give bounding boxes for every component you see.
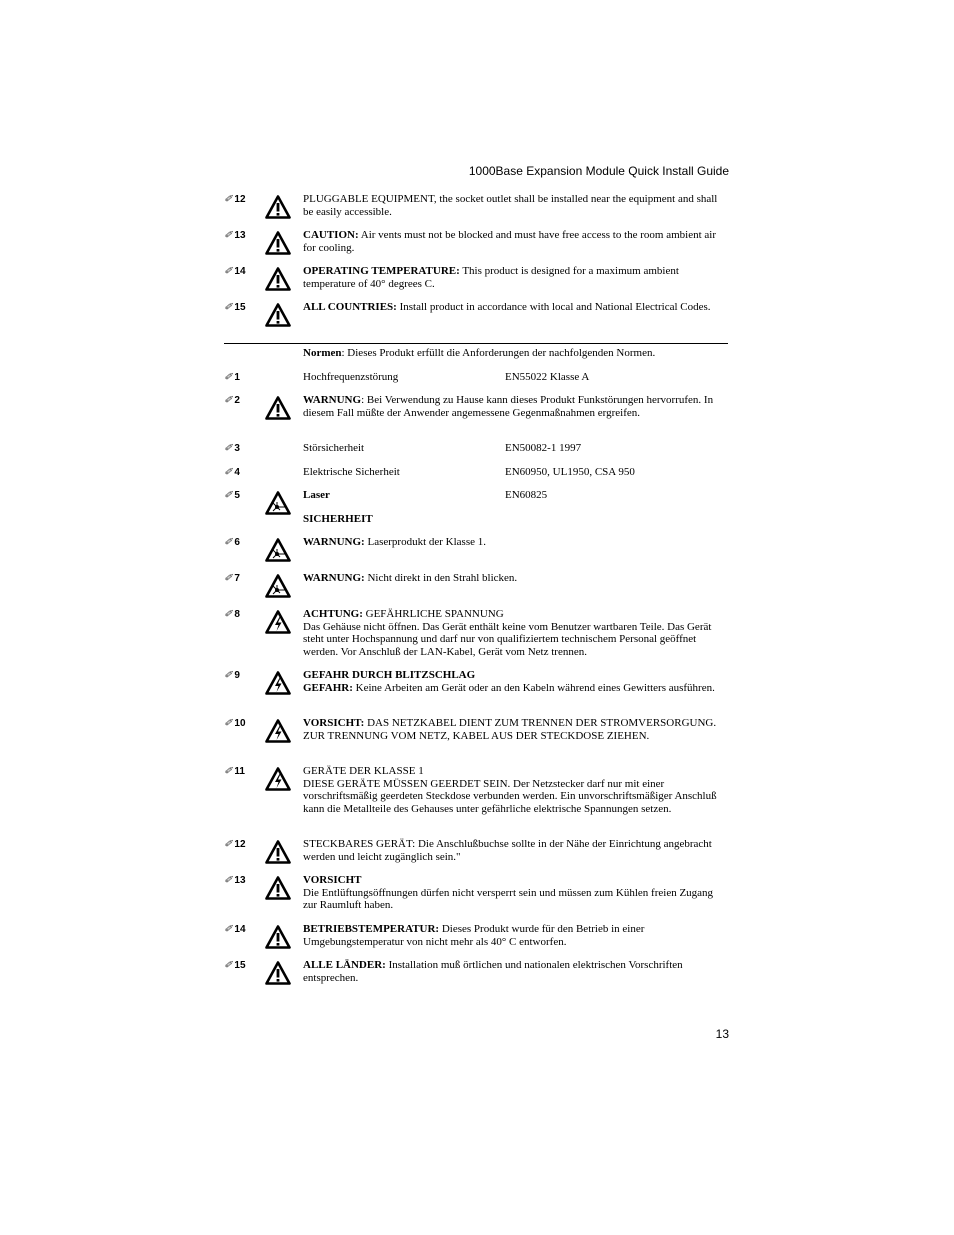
item-number: 7 [234, 573, 240, 584]
pencil-icon: ✐ [224, 573, 233, 584]
item-bold-label: GEFAHR DURCH BLITZSCHLAG GEFAHR: [303, 669, 476, 694]
item-bold-label: OPERATING TEMPERATURE: [303, 265, 460, 277]
item-standard: EN60950, UL1950, CSA 950 [505, 466, 635, 478]
item-body: PLUGGABLE EQUIPMENT, the socket outlet shall be installed near the equipment and shall be easily accessible. [303, 193, 718, 218]
pencil-icon: ✐ [224, 670, 233, 681]
section-divider [224, 343, 728, 344]
item-text [303, 765, 729, 815]
item-text [303, 717, 729, 742]
item-marker [224, 875, 258, 886]
item-marker [224, 302, 258, 313]
item-text [303, 838, 729, 863]
item-body: Air vents must not be blocked and must have free access to the room ambient air for cooling. [303, 229, 717, 254]
item-text [303, 923, 729, 948]
item-marker [224, 960, 258, 971]
item-text [303, 394, 729, 419]
item-bold-label: BETRIEBSTEMPERATUR: [303, 923, 440, 935]
item-bold-label: WARNUNG: [303, 536, 365, 548]
pencil-icon: ✐ [224, 766, 233, 777]
item-marker [224, 670, 258, 681]
pencil-icon: ✐ [224, 230, 233, 241]
pencil-icon: ✐ [224, 875, 233, 886]
item-text [303, 959, 729, 984]
pencil-icon: ✐ [224, 372, 233, 383]
item-text [303, 669, 729, 694]
item-number: 2 [234, 395, 240, 406]
pencil-icon: ✐ [224, 194, 233, 205]
item-bold-label: ACHTUNG: [303, 608, 363, 620]
item-bold-label: VORSICHT [303, 874, 362, 886]
item-number: 15 [234, 302, 246, 313]
item-bold-label: ALLE LÄNDER: [303, 959, 386, 971]
item-standard: EN50082-1 1997 [505, 442, 582, 454]
pencil-icon: ✐ [224, 839, 233, 850]
item-body: Laserprodukt der Klasse 1. [364, 536, 487, 548]
pencil-icon: ✐ [224, 395, 233, 406]
item-text [303, 608, 729, 658]
warning-icon [265, 303, 291, 327]
item-number: 10 [234, 718, 246, 729]
item-number: 13 [234, 875, 246, 886]
item-marker [224, 230, 258, 241]
item-body: Die Entlüftungsöffnungen dürfen nicht versperrt sein und müssen zum Kühlen freien Zugang zur Raumluft haben. [303, 886, 714, 911]
item-number: 3 [234, 443, 240, 454]
item-body: Nicht direkt in den Strahl blicken. [364, 572, 518, 584]
item-body: Installation muß örtlichen und nationalen elektrischen Vorschriften entsprechen. [303, 959, 683, 984]
normen-text: : Dieses Produkt erfüllt die Anforderungen der nachfolgenden Normen. [341, 347, 656, 359]
pencil-icon: ✐ [224, 960, 233, 971]
item-marker [224, 266, 258, 277]
item-body: Dieses Produkt wurde für den Betrieb in einer Umgebungstemperatur von nicht mehr als 40° C entworfen. [303, 923, 645, 948]
item-body: Keine Arbeiten am Gerät oder an den Kabeln während eines Gewitters ausführen. [352, 681, 715, 694]
item-number: 1 [234, 372, 240, 383]
item-body: Install product in accordance with local and National Electrical Codes. [396, 301, 711, 313]
item-text [303, 193, 729, 218]
high-voltage-icon [265, 767, 291, 791]
item-number: 8 [234, 609, 240, 620]
item-marker [224, 467, 258, 478]
item-text [303, 874, 729, 912]
warning-icon [265, 396, 291, 420]
pencil-icon: ✐ [224, 609, 233, 620]
pencil-icon: ✐ [224, 302, 233, 313]
item-number: 12 [234, 194, 246, 205]
item-marker [224, 537, 258, 548]
item-marker [224, 609, 258, 620]
item-text [303, 513, 729, 526]
item-standard: EN55022 Klasse A [505, 371, 590, 383]
item-number: 5 [234, 490, 240, 501]
item-text [303, 536, 729, 549]
item-marker [224, 766, 258, 777]
item-body: : Bei Verwendung zu Hause kann dieses Produkt Funkstörungen hervorrufen. In diesem Fall müßte der Anwender angemessene Gegenmaßnahmen ergreifen. [303, 394, 714, 419]
item-number: 4 [234, 467, 240, 478]
item-marker [224, 718, 258, 729]
item-marker [224, 490, 258, 501]
item-number: 14 [234, 924, 246, 935]
warning-icon [265, 925, 291, 949]
item-bold-label: WARNUNG: [303, 572, 365, 584]
item-marker [224, 372, 258, 383]
warning-icon [265, 876, 291, 900]
laser-icon [265, 538, 291, 562]
item-bold-label: WARNUNG [303, 394, 362, 406]
warning-icon [265, 267, 291, 291]
running-header: 1000Base Expansion Module Quick Install Guide [468, 164, 729, 178]
item-number: 14 [234, 266, 246, 277]
normen-label: Normen [303, 347, 342, 359]
item-bold-label: SICHERHEIT [303, 513, 373, 525]
item-marker [224, 573, 258, 584]
pencil-icon: ✐ [224, 924, 233, 935]
item-number: 15 [234, 960, 246, 971]
high-voltage-icon [265, 671, 291, 695]
page-number: 13 [715, 1027, 729, 1041]
warning-icon [265, 231, 291, 255]
item-marker [224, 924, 258, 935]
item-number: 12 [234, 839, 246, 850]
pencil-icon: ✐ [224, 443, 233, 454]
item-text [303, 301, 729, 314]
item-marker [224, 395, 258, 406]
pencil-icon: ✐ [224, 718, 233, 729]
pencil-icon: ✐ [224, 266, 233, 277]
item-number: 9 [234, 670, 240, 681]
pencil-icon: ✐ [224, 467, 233, 478]
item-bold-label: CAUTION: [303, 229, 359, 241]
item-body: Hochfrequenzstörung [303, 371, 399, 383]
laser-icon [265, 491, 291, 515]
item-body: DAS NETZKABEL DIENT ZUM TRENNEN DER STROMVERSORGUNG. ZUR TRENNUNG VOM NETZ, KABEL AUS DER STECKDOSE ZIEHEN. [303, 717, 717, 742]
warning-icon [265, 840, 291, 864]
item-text [303, 572, 729, 585]
item-body: This product is designed for a maximum ambient temperature of 40° degrees C. [303, 265, 679, 290]
item-marker [224, 839, 258, 850]
high-voltage-icon [265, 719, 291, 743]
warning-icon [265, 961, 291, 985]
item-body: GERÄTE DER KLASSE 1 DIESE GERÄTE MÜSSEN GEERDET SEIN. Der Netzstecker darf nur mit einer vorschriftsmäßig geerdeten Steckdose verbunden werden. Ein unvorschriftsmäßiger Anschluß kann die Metallteile des Gehauses unter gefährliche elektrische Spannungen setzen. [303, 765, 717, 815]
item-body: STECKBARES GERÄT: Die Anschlußbuchse sollte in der Nähe der Einrichtung angebracht werden und leicht zugänglich sein." [303, 838, 712, 863]
item-marker [224, 194, 258, 205]
item-marker [224, 443, 258, 454]
item-number: 11 [234, 766, 245, 777]
item-standard: EN60825 [505, 489, 548, 501]
item-body: Störsicherheit [303, 442, 365, 454]
warning-icon [265, 195, 291, 219]
item-bold-label: ALL COUNTRIES: [303, 301, 397, 313]
item-bold-label: VORSICHT: [303, 717, 365, 729]
item-body: Elektrische Sicherheit [303, 466, 400, 478]
pencil-icon: ✐ [224, 490, 233, 501]
item-number: 6 [234, 537, 240, 548]
pencil-icon: ✐ [224, 537, 233, 548]
item-bold-label: Laser [303, 489, 330, 501]
item-number: 13 [234, 230, 246, 241]
item-text [303, 265, 729, 290]
high-voltage-icon [265, 610, 291, 634]
item-text [303, 229, 729, 254]
item-body: GEFÄHRLICHE SPANNUNG Das Gehäuse nicht öffnen. Das Gerät enthält keine vom Benutzer wartbaren Teile. Das Gerät steht unter Hochspannung und darf nur von qualifiziertem technischem Personal geöffnet werden. Vor Anschluß der LAN-Kabel, Gerät vom Netz trennen. [303, 608, 712, 658]
laser-icon [265, 574, 291, 598]
